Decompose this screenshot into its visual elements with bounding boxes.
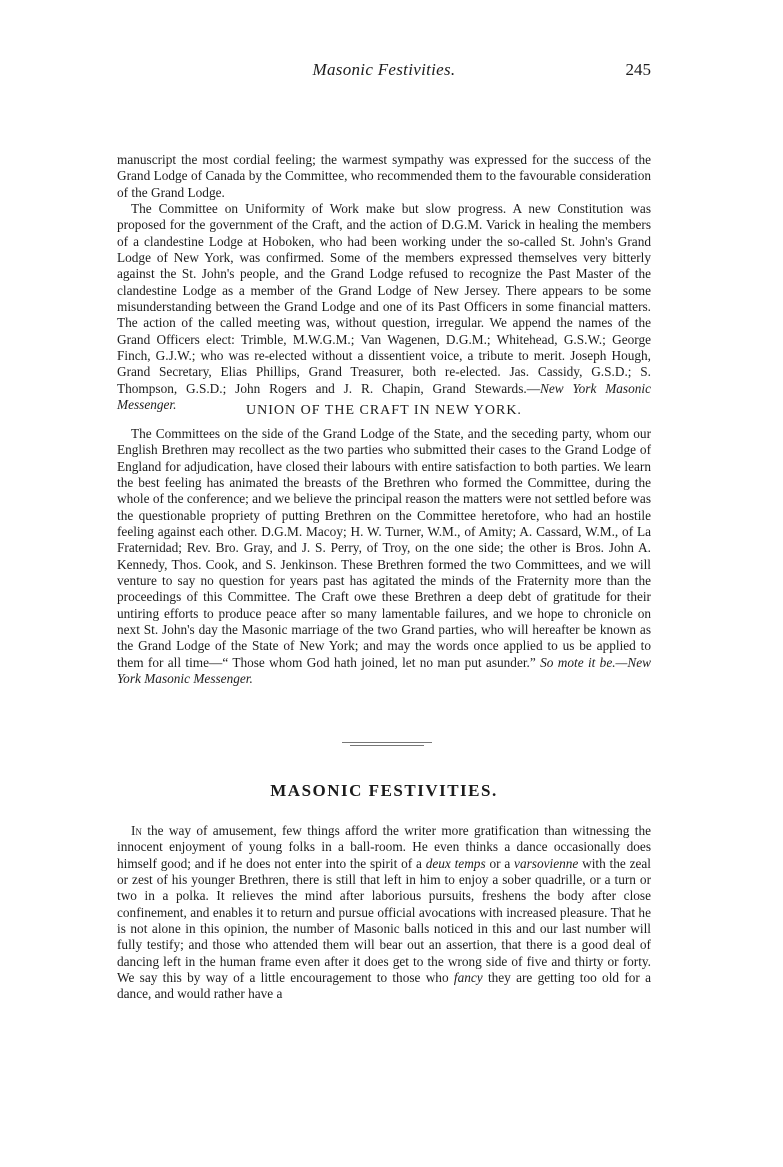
paragraph: In the way of amusement, few things afford the writer more gratification than witnessing the innocent enjoyment of young folks in a ball-room. He even thinks a dance occasionally does himself good; and if he does not enter into the spirit of a deux temps or a varsovienne with the zeal or zest of his younger Brethren, there is still that left in him to enjoy a sober quadrille, or a turn or two in a polka. It relieves the mind after laborious pursuits, freshens the body after close confinement, and enables it to return and pursue official avocations with increased pleasure. That he is not alone in this opinion, the number of Masonic balls noticed in this and our last number will fully testify; and those who attended them will bear out an assertion, that there is a good deal of dancing left in the human frame even after it does get to the wrong side of five and thirty or forty. We say this by way of a little encouragement to those who fancy they are getting too old for a dance, and would rather have a bbox=[117, 823, 651, 1002]
page-number: 245 bbox=[625, 60, 651, 79]
running-title: Masonic Festivities. bbox=[312, 60, 456, 79]
paragraph bbox=[117, 201, 651, 413]
section-divider bbox=[342, 742, 432, 748]
article-union bbox=[117, 426, 651, 688]
drop-word: In bbox=[131, 823, 142, 838]
article-festivities bbox=[117, 823, 651, 1003]
section-heading: UNION OF THE CRAFT IN NEW YORK. bbox=[246, 403, 522, 418]
section-heading: MASONIC FESTIVITIES. bbox=[270, 781, 498, 800]
paragraph bbox=[117, 426, 651, 688]
article-continuation bbox=[117, 152, 651, 414]
paragraph-text: The Committee on Uniformity of Work make but slow progress. A new Constitution was proposed for the government of the Craft, and the action of D.G.M. Varick in healing the members of a clandestine Lodge at Hoboken, who had been working under the so-called St. John's Grand Lodge of New York, was confirmed. Some of the members expressed themselves very bitterly against the St. John's people, and the Grand Lodge refused to recognize the Past Master of the clandestine Lodge as a member of the Grand Lodge of New Jersey. There appears to be some misunderstanding between the Grand Lodge and one of its Past Officers in some financial matters. The action of the called meeting was, without question, irregular. We append the names of the Grand Officers elect: Trimble, M.W.G.M.; Van Wagenen, D.G.M.; Whitehead, G.S.W.; George Finch, G.J.W.; who was re-elected without a dissentient voice, a tribute to merit. Joseph Hough, Grand Secretary, Elias Phillips, Grand Treasurer, both re-elected. Jas. Cassidy, G.S.D.; S. Thompson, G.S.D.; John Rogers and J. R. Chapin, Grand Stewards.— bbox=[117, 201, 651, 396]
page-header bbox=[117, 60, 651, 82]
closing-citation: So mote it be.—New York Masonic Messenger. bbox=[117, 654, 652, 687]
paragraph-text: The Committees on the side of the Grand Lodge of the State, and the seceding party, whom our English Brethren may recollect as the two parties who submitted their cases to the Grand Lodge of England for adjudication, have closed their labours with entire satisfaction to both parties. We learn the best feeling has animated the breasts of the Brethren who formed the Committee, during the whole of the conference; and we believe the principal reason the matters were not settled before was the questionable propriety of putting Brethren on the Committee heretofore, who had an hostile feeling against each other. D.G.M. Macoy; H. W. Turner, W.M., of Amity; A. Cassard, W.M., of La Fraternidad; Rev. Bro. Gray, and J. S. Perry, of Troy, on the one side; the other is Bros. John A. Kennedy, Thos. Cook, and S. Jenkinson. These Brethren formed the two Committees, and we will venture to say no question for years past has agitated the minds of the Fraternity more than the proceedings of this Committee. The Craft owe these Brethren a deep debt of gratitude for their untiring efforts to produce peace after so many lamentable failures, and we hope to chronicle on next St. John's day the Masonic marriage of the two Grand parties, who will hereafter be known as the Grand Lodge of the State of New York; and may the words once applied to us be applied to them for all time—“ Those whom God hath joined, let no man put asunder.” bbox=[117, 426, 651, 670]
source-citation: New York Masonic Messenger. bbox=[117, 380, 651, 413]
paragraph: manuscript the most cordial feeling; the warmest sympathy was expressed for the success of the Grand Lodge of Canada by the Committee, who recommended them to the favourable consideration of the Grand Lodge. bbox=[117, 152, 651, 200]
